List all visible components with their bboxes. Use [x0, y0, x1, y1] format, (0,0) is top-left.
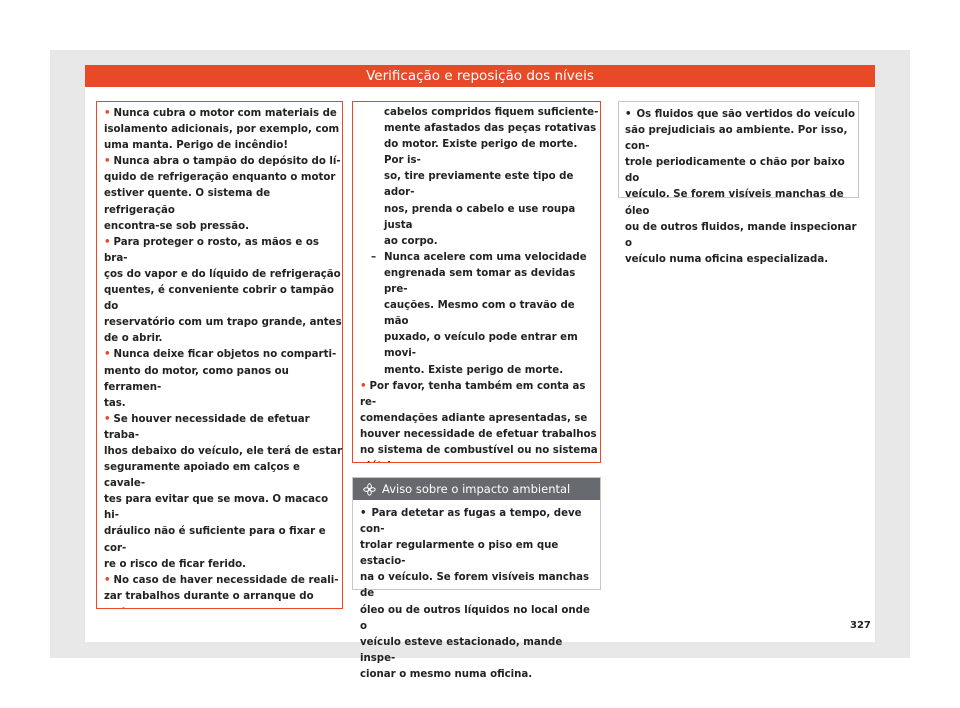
environment-notice-box [352, 477, 601, 680]
page-number: 327 [850, 620, 871, 631]
sub-list-item: – Nunca acelere com uma velocidade engrenada sem tomar as devidas pre- cauções. Mesmo com o travão de mão puxado, o veículo pode entrar em movi- mento. Existe perigo de morte. [371, 251, 587, 376]
list-item: • Para detetar as fugas a tempo, deve con- trolar regularmente o piso em que estacio- na o veículo. Se forem visíveis manchas de óleo ou de outros líquidos no local onde o veículo esteve estacionado, mande inspe- cionar o mesmo numa oficina. [360, 508, 590, 680]
bullet: • [104, 108, 111, 119]
bullet: • [104, 236, 111, 248]
environment-continuation-box [618, 101, 859, 265]
warning-box-left [96, 101, 343, 609]
list-item: • Para proteger o rosto, as mãos e os bra- ços do vapor e do líquido de refrigeração quentes, é conveniente cobrir o tampão do reservatório com um trapo grande, antes de o abrir. [104, 236, 342, 345]
list-item: • Os fluidos que são vertidos do veículo são prejudiciais ao ambiente. Por isso, con- trole periodicamente o chão por baixo do veículo. Se forem visíveis manchas de óleo ou de outros fluidos, mande inspecionar o veículo numa oficina especializada. [625, 109, 857, 265]
list-item: • Nunca abra o tampão do depósito do lí- quido de refrigeração enquanto o motor estiver quente. O sistema de refrigeração encontra-se sob pressão. [104, 156, 341, 232]
leaf-icon [363, 483, 376, 496]
bullet: • [360, 380, 367, 392]
list-item: • Nunca deixe ficar objetos no comparti- mento do motor, como panos ou ferramen- tas. [104, 349, 337, 409]
environment-notice-title: Aviso sobre o impacto ambiental [382, 482, 571, 496]
sub-list-continuation: cabelos compridos fiquem suficiente- mente afastados das peças rotativas do motor. Existe perigo de morte. Por is- so, tire previamente este tipo de ador- nos, prenda o cabelo e use roupa justa ao corpo. [384, 107, 599, 247]
bullet: • [625, 109, 632, 120]
list-item: • No caso de haver necessidade de reali- zar trabalhos durante o arranque do [104, 574, 339, 602]
list-item: • Nunca cubra o motor com materiais de isolamento adicionais, por exemplo, com uma manta. Perigo de incêndio! [104, 108, 340, 152]
warning-box-middle [352, 101, 601, 463]
bullet: • [104, 156, 111, 168]
bullet: • [104, 349, 111, 361]
bullet: • [360, 508, 367, 519]
bullet: • [104, 413, 111, 425]
list-item: • Se houver necessidade de efetuar traba- lhos debaixo do veículo, ele terá de estar seguramente apoiado em calços e cavale- tes para evitar que se mova. O macaco hi- dráulico não é suficiente para o fixar e cor- re o risco de ficar ferido. [104, 413, 342, 570]
environment-notice-header [353, 478, 600, 500]
bullet: • [104, 574, 111, 586]
list-item: • Por favor, tenha também em conta as re- comendações adiante apresentadas, se houver necessidade de efetuar trabalhos no sistema de combustível ou no sistema [360, 380, 598, 456]
page-title: Verificação e reposição dos níveis [85, 65, 875, 87]
